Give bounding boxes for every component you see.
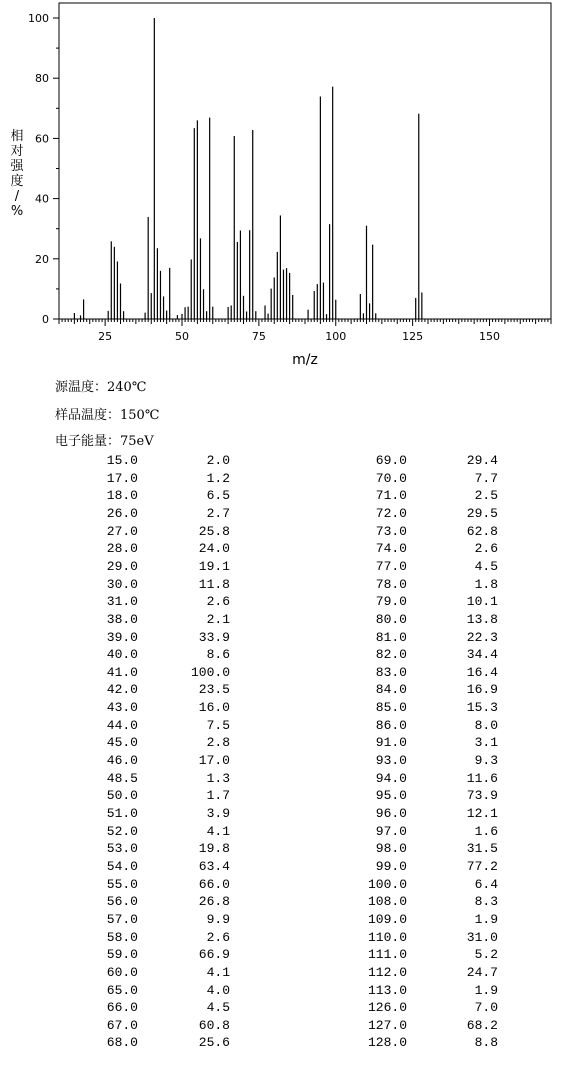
intensity-value: 15.3	[466, 700, 498, 716]
mz-value: 79.0	[375, 594, 407, 610]
mz-value: 111.0	[367, 947, 407, 963]
y-tick-label: 100	[28, 12, 49, 25]
intensity-value: 29.4	[466, 453, 498, 468]
intensity-value: 1.9	[474, 911, 498, 927]
mz-value: 82.0	[375, 647, 407, 663]
intensity-value: 25.6	[198, 1035, 230, 1051]
mz-value: 70.0	[375, 470, 407, 486]
mz-value: 52.0	[106, 823, 138, 839]
mz-value: 100.0	[367, 876, 407, 892]
intensity-value: 100.0	[190, 664, 230, 680]
mz-value: 95.0	[375, 788, 407, 804]
intensity-value: 23.5	[198, 682, 230, 698]
intensity-value: 2.7	[206, 505, 230, 521]
mz-value: 72.0	[375, 505, 407, 521]
intensity-value: 25.8	[198, 523, 230, 539]
mz-value: 126.0	[367, 1000, 407, 1016]
mz-value: 81.0	[375, 629, 407, 645]
intensity-value: 7.7	[474, 470, 498, 486]
mz-value: 58.0	[106, 929, 138, 945]
mz-value: 71.0	[375, 488, 407, 504]
intensity-value: 7.0	[474, 1000, 498, 1016]
intensity-value: 10.1	[466, 594, 498, 610]
intensity-value: 11.8	[198, 576, 230, 592]
mz-value: 17.0	[106, 470, 138, 486]
intensity-value: 16.4	[466, 664, 498, 680]
intensity-value: 8.6	[206, 647, 230, 663]
mz-value: 65.0	[106, 982, 138, 998]
mz-value: 98.0	[375, 841, 407, 857]
mz-value: 38.0	[106, 611, 138, 627]
x-tick-label: 100	[325, 330, 347, 343]
y-tick-label: 80	[35, 72, 49, 86]
mz-value: 31.0	[106, 594, 138, 610]
intensity-value: 34.4	[466, 647, 498, 663]
mz-value: 28.0	[106, 541, 138, 557]
mz-value: 45.0	[106, 735, 138, 751]
x-axis-label: m/z	[292, 352, 318, 368]
intensity-value: 22.3	[466, 629, 498, 645]
mz-value: 53.0	[106, 841, 138, 857]
intensity-value: 33.9	[198, 629, 230, 645]
mz-value: 15.0	[106, 453, 138, 468]
mz-value: 55.0	[106, 876, 138, 892]
intensity-value: 2.0	[206, 453, 230, 468]
mz-value: 128.0	[367, 1035, 407, 1051]
mz-value: 93.0	[375, 753, 407, 769]
intensity-value: 6.5	[206, 488, 230, 504]
y-axis	[28, 12, 59, 326]
y-tick-label: 20	[35, 252, 49, 266]
mz-value: 78.0	[375, 576, 407, 592]
intensity-value: 24.7	[466, 964, 498, 980]
intensity-value: 2.1	[206, 611, 230, 627]
mz-value: 109.0	[367, 911, 407, 927]
x-tick-label: 25	[98, 330, 113, 343]
mz-value: 113.0	[367, 982, 407, 998]
mass-spectrum-chart	[0, 0, 570, 370]
mz-value: 51.0	[106, 806, 138, 821]
intensity-value: 66.0	[198, 876, 230, 892]
x-tick-label: 50	[175, 330, 189, 343]
mz-value: 42.0	[106, 682, 138, 698]
y-tick-label: 0	[42, 313, 49, 326]
intensity-value: 77.2	[466, 858, 498, 874]
electron-energy: 电子能量：75eV	[55, 434, 154, 449]
y-axis-label-char: 强	[10, 159, 24, 174]
intensity-value: 1.7	[206, 788, 230, 804]
intensity-value: 9.9	[206, 911, 230, 927]
mz-value: 127.0	[367, 1017, 407, 1033]
intensity-value: 8.0	[474, 717, 498, 733]
mz-value: 48.5	[106, 770, 138, 786]
mz-value: 94.0	[375, 770, 407, 786]
mz-value: 80.0	[375, 611, 407, 627]
plot-frame	[59, 3, 551, 319]
source-temperature: 源温度：240℃	[55, 380, 147, 395]
mz-value: 40.0	[106, 647, 138, 663]
intensity-value: 4.1	[206, 823, 230, 839]
mz-value: 41.0	[106, 664, 138, 680]
mz-value: 57.0	[106, 911, 138, 927]
mz-value: 26.0	[106, 505, 138, 521]
mz-value: 59.0	[106, 947, 138, 963]
intensity-value: 2.6	[474, 541, 498, 557]
intensity-value: 1.9	[474, 982, 498, 998]
intensity-value: 3.1	[474, 735, 498, 751]
mz-value: 27.0	[106, 523, 138, 539]
x-tick-label: 125	[402, 330, 424, 343]
intensity-value: 8.8	[474, 1035, 498, 1051]
intensity-value: 62.8	[466, 523, 498, 539]
mz-value: 74.0	[375, 541, 407, 557]
x-axis	[59, 319, 551, 343]
mz-value: 112.0	[367, 964, 407, 980]
mz-value: 91.0	[375, 735, 407, 751]
mz-value: 97.0	[375, 823, 407, 839]
intensity-value: 4.1	[206, 964, 230, 980]
y-axis-label-char: 相	[10, 129, 24, 144]
mz-value: 39.0	[106, 629, 138, 645]
mz-value: 66.0	[106, 1000, 138, 1016]
mz-value: 83.0	[375, 664, 407, 680]
y-axis-label-char: 度	[10, 174, 24, 189]
mz-value: 30.0	[106, 576, 138, 592]
intensity-value: 17.0	[198, 753, 230, 769]
intensity-value: 6.4	[474, 876, 498, 892]
x-tick-label: 75	[251, 330, 266, 343]
mz-value: 29.0	[106, 558, 138, 574]
intensity-value: 4.5	[474, 558, 498, 574]
intensity-value: 68.2	[466, 1017, 498, 1033]
mz-value: 110.0	[367, 929, 407, 945]
intensity-value: 1.3	[206, 770, 230, 786]
intensity-value: 5.2	[474, 947, 498, 963]
intensity-value: 2.8	[206, 735, 230, 751]
intensity-value: 73.9	[466, 788, 498, 804]
mz-value: 44.0	[106, 717, 138, 733]
y-axis-label-char: %	[10, 204, 24, 219]
intensity-value: 16.9	[466, 682, 498, 698]
spectrum-bars	[74, 18, 421, 319]
mz-value: 56.0	[106, 894, 138, 910]
mz-value: 84.0	[375, 682, 407, 698]
y-axis-label-char: /	[14, 189, 20, 204]
mz-value: 60.0	[106, 964, 138, 980]
mz-value: 54.0	[106, 858, 138, 874]
intensity-value: 19.1	[198, 558, 230, 574]
mz-value: 43.0	[106, 700, 138, 716]
mz-value: 46.0	[106, 753, 138, 769]
intensity-value: 4.5	[206, 1000, 230, 1016]
intensity-value: 2.6	[206, 929, 230, 945]
intensity-value: 19.8	[198, 841, 230, 857]
mz-value: 96.0	[375, 806, 407, 821]
mz-value: 69.0	[375, 453, 407, 468]
mz-value: 67.0	[106, 1017, 138, 1033]
intensity-value: 29.5	[466, 505, 498, 521]
x-tick-label: 150	[479, 330, 500, 343]
mz-value: 108.0	[367, 894, 407, 910]
y-axis-label	[10, 128, 24, 219]
intensity-value: 2.6	[206, 594, 230, 610]
intensity-value: 1.2	[206, 470, 230, 486]
y-tick-label: 40	[35, 192, 49, 206]
intensity-value: 1.8	[474, 576, 498, 592]
y-axis-label-char: 对	[10, 144, 24, 159]
intensity-value: 12.1	[466, 806, 498, 821]
intensity-value: 9.3	[474, 753, 498, 769]
intensity-value: 1.6	[474, 823, 498, 839]
mz-value: 77.0	[375, 558, 407, 574]
mz-value: 99.0	[375, 858, 407, 874]
intensity-value: 7.5	[206, 717, 230, 733]
intensity-value: 2.5	[474, 488, 498, 504]
intensity-value: 31.0	[466, 929, 498, 945]
intensity-value: 63.4	[198, 858, 230, 874]
intensity-value: 26.8	[198, 894, 230, 910]
intensity-value: 60.8	[198, 1017, 230, 1033]
intensity-value: 4.0	[206, 982, 230, 998]
mz-value: 50.0	[106, 788, 138, 804]
intensity-value: 8.3	[474, 894, 498, 910]
mz-value: 85.0	[375, 700, 407, 716]
intensity-value: 66.9	[198, 947, 230, 963]
intensity-value: 24.0	[198, 541, 230, 557]
mz-value: 86.0	[375, 717, 407, 733]
mz-value: 18.0	[106, 488, 138, 504]
y-tick-label: 60	[35, 132, 49, 146]
intensity-value: 11.6	[466, 770, 498, 786]
intensity-value: 31.5	[466, 841, 498, 857]
sample-temperature: 样品温度：150℃	[55, 408, 160, 423]
intensity-value: 3.9	[206, 806, 230, 821]
mz-value: 73.0	[375, 523, 407, 539]
intensity-value: 16.0	[198, 700, 230, 716]
mz-value: 68.0	[106, 1035, 138, 1051]
intensity-value: 13.8	[466, 611, 498, 627]
